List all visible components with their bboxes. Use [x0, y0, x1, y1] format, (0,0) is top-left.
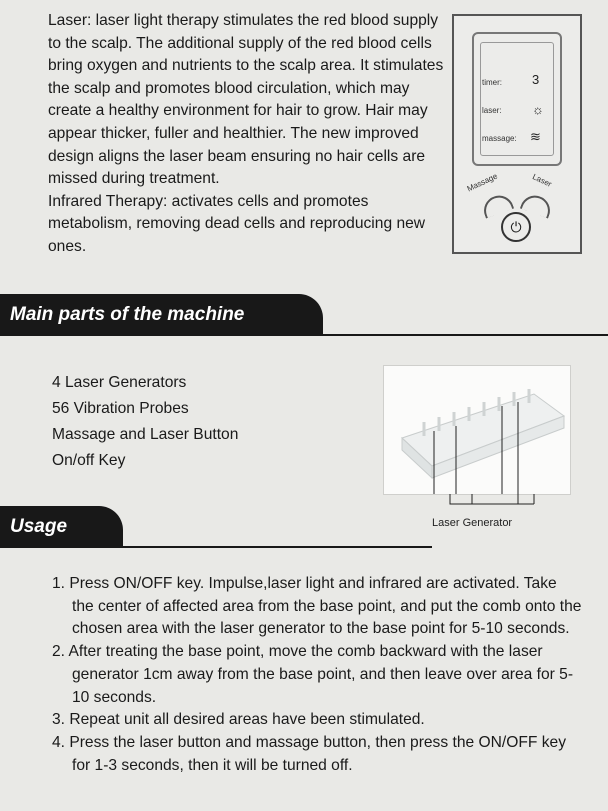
intro-text: [48, 10, 448, 259]
main-parts-heading: Main parts of the machine: [0, 294, 323, 336]
wave-icon: ≋: [530, 129, 541, 144]
infrared-paragraph: Infrared Therapy: activates cells and promotes metabolism, removing dead cells and reproducing new ones.: [48, 192, 426, 255]
timer-value: 3: [532, 72, 540, 87]
divider: [0, 546, 432, 548]
usage-heading: Usage: [0, 506, 123, 548]
list-item: 1. Press ON/OFF key. Impulse,laser light and infrared are activated. Take the center of affected area from the base point, and put the comb onto the chosen area with the laser generator to the base point for 5-10 seconds.: [52, 575, 582, 638]
list-item: Massage and Laser Button: [52, 426, 239, 443]
laser-button-label: Laser: [531, 172, 553, 189]
list-item: 2. After treating the base point, move the comb backward with the laser generator 1cm away from the base point, and then leave over area for 5-10 seconds.: [52, 643, 574, 706]
sun-icon: ☼: [532, 102, 544, 117]
divider: [0, 334, 608, 336]
device-photo: [383, 365, 571, 495]
list-item: On/off Key: [52, 452, 126, 469]
parts-list: [52, 370, 238, 474]
list-item: 3. Repeat unit all desired areas have been stimulated.: [52, 711, 425, 729]
photo-caption: Laser Generator: [432, 517, 513, 529]
caption-leader-lines: [432, 494, 542, 516]
list-item: 4. Press the laser button and massage button, then press the ON/OFF key for 1-3 seconds, then it will be turned off.: [52, 733, 566, 774]
list-item: 56 Vibration Probes: [52, 400, 189, 417]
control-panel-diagram: [452, 14, 582, 254]
laser-label: laser:: [482, 106, 502, 115]
list-item: 4 Laser Generators: [52, 374, 187, 391]
massage-label: massage:: [482, 134, 517, 143]
display-screen: [472, 32, 562, 166]
power-icon: ⏻: [501, 212, 531, 242]
comb-illustration: [384, 366, 571, 495]
laser-paragraph: Laser: laser light therapy stimulates the red blood supply to the scalp. The additional supply of the red blood cells bring oxygen and nutrients to the scalp area. It stimulates the scalp and promotes blood circulation, which may create a healthy environment for hair to grow. Hair may appear thicker, fuller and healthier. The new improved design aligns the laser beam ensuring no hair cells are missed during treatment.: [48, 12, 444, 188]
massage-button-label: Massage: [465, 171, 499, 194]
timer-label: timer:: [482, 78, 502, 87]
usage-steps: [52, 573, 582, 777]
